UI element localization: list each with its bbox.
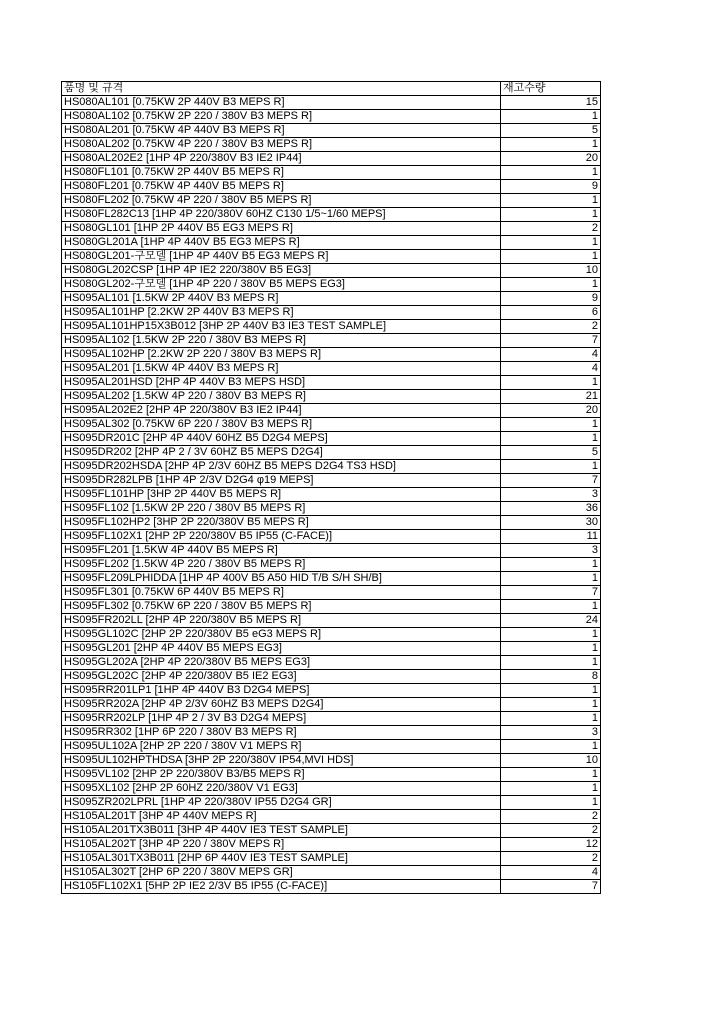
- stock-quantity-cell: 36: [501, 502, 601, 516]
- table-row: [62, 586, 601, 600]
- header-product-name: 품명 및 규격: [62, 82, 501, 96]
- stock-quantity-cell: 1: [501, 418, 601, 432]
- table-row: [62, 754, 601, 768]
- table-row: [62, 796, 601, 810]
- product-name-cell: HS095AL202 [1.5KW 4P 220 / 380V B3 MEPS R]: [62, 390, 501, 404]
- stock-quantity-cell: 15: [501, 96, 601, 110]
- table-row: [62, 348, 601, 362]
- product-name-cell: HS095DR202HSDA [2HP 4P 2/3V 60HZ B5 MEPS D2G4 TS3 HSD]: [62, 460, 501, 474]
- table-row: [62, 544, 601, 558]
- stock-quantity-cell: 9: [501, 180, 601, 194]
- product-name-cell: HS080FL202 [0.75KW 4P 220 / 380V B5 MEPS R]: [62, 194, 501, 208]
- table-row: [62, 418, 601, 432]
- product-name-cell: HS095GL102C [2HP 2P 220/380V B5 eG3 MEPS R]: [62, 628, 501, 642]
- stock-quantity-cell: 2: [501, 852, 601, 866]
- stock-quantity-cell: 7: [501, 586, 601, 600]
- table-row: [62, 208, 601, 222]
- stock-quantity-cell: 1: [501, 376, 601, 390]
- product-name-cell: HS105AL201TX3B011 [3HP 4P 440V IE3 TEST SAMPLE]: [62, 824, 501, 838]
- table-row: [62, 656, 601, 670]
- table-row: [62, 712, 601, 726]
- table-row: [62, 390, 601, 404]
- product-name-cell: HS095FL102 [1.5KW 2P 220 / 380V B5 MEPS R]: [62, 502, 501, 516]
- table-row: [62, 614, 601, 628]
- stock-quantity-cell: 1: [501, 432, 601, 446]
- product-name-cell: HS095AL102 [1.5KW 2P 220 / 380V B3 MEPS R]: [62, 334, 501, 348]
- product-name-cell: HS105AL202T [3HP 4P 220 / 380V MEPS R]: [62, 838, 501, 852]
- table-row: [62, 866, 601, 880]
- stock-quantity-cell: 4: [501, 348, 601, 362]
- stock-quantity-cell: 2: [501, 320, 601, 334]
- table-row: [62, 684, 601, 698]
- table-row: [62, 670, 601, 684]
- table-row: [62, 166, 601, 180]
- table-row: [62, 474, 601, 488]
- product-name-cell: HS095AL101HP15X3B012 [3HP 2P 440V B3 IE3 TEST SAMPLE]: [62, 320, 501, 334]
- stock-quantity-cell: 8: [501, 670, 601, 684]
- stock-quantity-cell: 1: [501, 768, 601, 782]
- stock-quantity-cell: 7: [501, 474, 601, 488]
- stock-quantity-cell: 4: [501, 866, 601, 880]
- table-row: [62, 600, 601, 614]
- product-name-cell: HS105FL102X1 [5HP 2P IE2 2/3V B5 IP55 (C-FACE)]: [62, 880, 501, 894]
- product-name-cell: HS095RR201LP1 [1HP 4P 440V B3 D2G4 MEPS]: [62, 684, 501, 698]
- table-row: [62, 502, 601, 516]
- product-name-cell: HS095AL101 [1.5KW 2P 440V B3 MEPS R]: [62, 292, 501, 306]
- table-header-row: [62, 82, 601, 96]
- product-name-cell: HS095ZR202LPRL [1HP 4P 220/380V IP55 D2G4 GR]: [62, 796, 501, 810]
- table-row: [62, 572, 601, 586]
- product-name-cell: HS095VL102 [2HP 2P 220/380V B3/B5 MEPS R]: [62, 768, 501, 782]
- table-row: [62, 236, 601, 250]
- table-row: [62, 264, 601, 278]
- stock-quantity-cell: 1: [501, 684, 601, 698]
- stock-quantity-cell: 2: [501, 810, 601, 824]
- stock-quantity-cell: 10: [501, 754, 601, 768]
- product-name-cell: HS095DR202 [2HP 4P 2 / 3V 60HZ B5 MEPS D2G4]: [62, 446, 501, 460]
- stock-quantity-cell: 1: [501, 628, 601, 642]
- product-name-cell: HS095FL202 [1.5KW 4P 220 / 380V B5 MEPS R]: [62, 558, 501, 572]
- table-row: [62, 446, 601, 460]
- stock-quantity-cell: 9: [501, 292, 601, 306]
- product-name-cell: HS080GL201-구모델 [1HP 4P 440V B5 EG3 MEPS R]: [62, 250, 501, 264]
- stock-quantity-cell: 1: [501, 166, 601, 180]
- product-name-cell: HS095FL209LPHIDDA [1HP 4P 400V B5 A50 HID T/B S/H SH/B]: [62, 572, 501, 586]
- table-row: [62, 432, 601, 446]
- product-name-cell: HS095FL102HP2 [3HP 2P 220/380V B5 MEPS R]: [62, 516, 501, 530]
- table-row: [62, 740, 601, 754]
- product-name-cell: HS095FR202LL [2HP 4P 220/380V B5 MEPS R]: [62, 614, 501, 628]
- product-name-cell: HS080AL101 [0.75KW 2P 440V B3 MEPS R]: [62, 96, 501, 110]
- product-name-cell: HS105AL302T [2HP 6P 220 / 380V MEPS GR]: [62, 866, 501, 880]
- table-row: [62, 404, 601, 418]
- stock-quantity-cell: 20: [501, 152, 601, 166]
- table-row: [62, 642, 601, 656]
- table-row: [62, 292, 601, 306]
- table-row: [62, 110, 601, 124]
- stock-quantity-cell: 20: [501, 404, 601, 418]
- stock-quantity-cell: 1: [501, 740, 601, 754]
- table-row: [62, 222, 601, 236]
- stock-quantity-cell: 1: [501, 250, 601, 264]
- stock-quantity-cell: 30: [501, 516, 601, 530]
- table-row: [62, 180, 601, 194]
- stock-quantity-cell: 1: [501, 110, 601, 124]
- table-row: [62, 516, 601, 530]
- stock-quantity-cell: 7: [501, 334, 601, 348]
- stock-quantity-cell: 1: [501, 138, 601, 152]
- table-row: [62, 278, 601, 292]
- stock-quantity-cell: 1: [501, 194, 601, 208]
- product-name-cell: HS095AL302 [0.75KW 6P 220 / 380V B3 MEPS R]: [62, 418, 501, 432]
- stock-quantity-cell: 1: [501, 712, 601, 726]
- stock-quantity-cell: 1: [501, 236, 601, 250]
- table-row: [62, 488, 601, 502]
- table-row: [62, 558, 601, 572]
- table-row: [62, 460, 601, 474]
- stock-quantity-cell: 1: [501, 782, 601, 796]
- stock-quantity-cell: 1: [501, 656, 601, 670]
- stock-quantity-cell: 12: [501, 838, 601, 852]
- header-stock-quantity: 재고수량: [501, 82, 601, 96]
- table-body: [62, 96, 601, 894]
- stock-quantity-cell: 3: [501, 544, 601, 558]
- stock-quantity-cell: 10: [501, 264, 601, 278]
- product-name-cell: HS095GL201 [2HP 4P 440V B5 MEPS EG3]: [62, 642, 501, 656]
- stock-quantity-cell: 2: [501, 824, 601, 838]
- stock-quantity-cell: 24: [501, 614, 601, 628]
- product-name-cell: HS095UL102HPTHDSA [3HP 2P 220/380V IP54,MVI HDS]: [62, 754, 501, 768]
- table-row: [62, 852, 601, 866]
- product-name-cell: HS095GL202C [2HP 4P 220/380V B5 IE2 EG3]: [62, 670, 501, 684]
- stock-quantity-cell: 1: [501, 600, 601, 614]
- product-name-cell: HS080GL101 [1HP 2P 440V B5 EG3 MEPS R]: [62, 222, 501, 236]
- product-name-cell: HS105AL201T [3HP 4P 440V MEPS R]: [62, 810, 501, 824]
- table-row: [62, 334, 601, 348]
- table-row: [62, 880, 601, 894]
- stock-quantity-cell: 1: [501, 572, 601, 586]
- product-name-cell: HS095RR202A [2HP 4P 2/3V 60HZ B3 MEPS D2G4]: [62, 698, 501, 712]
- product-name-cell: HS095RR202LP [1HP 4P 2 / 3V B3 D2G4 MEPS]: [62, 712, 501, 726]
- stock-quantity-cell: 5: [501, 446, 601, 460]
- stock-quantity-cell: 7: [501, 880, 601, 894]
- product-name-cell: HS095AL101HP [2.2KW 2P 440V B3 MEPS R]: [62, 306, 501, 320]
- stock-quantity-cell: 6: [501, 306, 601, 320]
- table-row: [62, 628, 601, 642]
- stock-quantity-cell: 11: [501, 530, 601, 544]
- product-name-cell: HS080GL202-구모델 [1HP 4P 220 / 380V B5 MEPS EG3]: [62, 278, 501, 292]
- table-row: [62, 810, 601, 824]
- stock-quantity-cell: 1: [501, 698, 601, 712]
- product-name-cell: HS095GL202A [2HP 4P 220/380V B5 MEPS EG3]: [62, 656, 501, 670]
- inventory-table: [61, 81, 601, 894]
- product-name-cell: HS080GL201A [1HP 4P 440V B5 EG3 MEPS R]: [62, 236, 501, 250]
- product-name-cell: HS080FL282C13 [1HP 4P 220/380V 60HZ C130 1/5~1/60 MEPS]: [62, 208, 501, 222]
- product-name-cell: HS095DR201C [2HP 4P 440V 60HZ B5 D2G4 MEPS]: [62, 432, 501, 446]
- product-name-cell: HS095AL201HSD [2HP 4P 440V B3 MEPS HSD]: [62, 376, 501, 390]
- product-name-cell: HS095AL201 [1.5KW 4P 440V B3 MEPS R]: [62, 362, 501, 376]
- product-name-cell: HS095AL202E2 [2HP 4P 220/380V B3 IE2 IP44]: [62, 404, 501, 418]
- table-row: [62, 250, 601, 264]
- stock-quantity-cell: 5: [501, 124, 601, 138]
- product-name-cell: HS080AL202E2 [1HP 4P 220/380V B3 IE2 IP44]: [62, 152, 501, 166]
- stock-quantity-cell: 1: [501, 642, 601, 656]
- stock-quantity-cell: 1: [501, 558, 601, 572]
- product-name-cell: HS095FL302 [0.75KW 6P 220 / 380V B5 MEPS R]: [62, 600, 501, 614]
- table-row: [62, 782, 601, 796]
- table-row: [62, 306, 601, 320]
- table-row: [62, 838, 601, 852]
- product-name-cell: HS080FL201 [0.75KW 4P 440V B5 MEPS R]: [62, 180, 501, 194]
- table-row: [62, 96, 601, 110]
- stock-quantity-cell: 2: [501, 222, 601, 236]
- product-name-cell: HS105AL301TX3B011 [2HP 6P 440V IE3 TEST SAMPLE]: [62, 852, 501, 866]
- stock-quantity-cell: 3: [501, 726, 601, 740]
- product-name-cell: HS095RR302 [1HP 6P 220 / 380V B3 MEPS R]: [62, 726, 501, 740]
- product-name-cell: HS080GL202CSP [1HP 4P IE2 220/380V B5 EG3]: [62, 264, 501, 278]
- table-row: [62, 768, 601, 782]
- product-name-cell: HS080AL201 [0.75KW 4P 440V B3 MEPS R]: [62, 124, 501, 138]
- table-row: [62, 138, 601, 152]
- product-name-cell: HS080AL202 [0.75KW 4P 220 / 380V B3 MEPS R]: [62, 138, 501, 152]
- product-name-cell: HS095AL102HP [2.2KW 2P 220 / 380V B3 MEPS R]: [62, 348, 501, 362]
- table-row: [62, 362, 601, 376]
- product-name-cell: HS095FL102X1 [2HP 2P 220/380V B5 IP55 (C-FACE)]: [62, 530, 501, 544]
- table-row: [62, 194, 601, 208]
- stock-quantity-cell: 1: [501, 278, 601, 292]
- stock-quantity-cell: 4: [501, 362, 601, 376]
- table-row: [62, 320, 601, 334]
- table-row: [62, 698, 601, 712]
- table-row: [62, 152, 601, 166]
- product-name-cell: HS095FL201 [1.5KW 4P 440V B5 MEPS R]: [62, 544, 501, 558]
- table-row: [62, 530, 601, 544]
- product-name-cell: HS080FL101 [0.75KW 2P 440V B5 MEPS R]: [62, 166, 501, 180]
- table-row: [62, 726, 601, 740]
- product-name-cell: HS080AL102 [0.75KW 2P 220 / 380V B3 MEPS R]: [62, 110, 501, 124]
- stock-quantity-cell: 1: [501, 208, 601, 222]
- stock-quantity-cell: 3: [501, 488, 601, 502]
- product-name-cell: HS095XL102 [2HP 2P 60HZ 220/380V V1 EG3]: [62, 782, 501, 796]
- stock-quantity-cell: 21: [501, 390, 601, 404]
- stock-quantity-cell: 1: [501, 460, 601, 474]
- product-name-cell: HS095FL301 [0.75KW 6P 440V B5 MEPS R]: [62, 586, 501, 600]
- table-row: [62, 376, 601, 390]
- product-name-cell: HS095FL101HP [3HP 2P 440V B5 MEPS R]: [62, 488, 501, 502]
- product-name-cell: HS095DR282LPB [1HP 4P 2/3V D2G4 φ19 MEPS]: [62, 474, 501, 488]
- table-row: [62, 124, 601, 138]
- product-name-cell: HS095UL102A [2HP 2P 220 / 380V V1 MEPS R]: [62, 740, 501, 754]
- stock-quantity-cell: 1: [501, 796, 601, 810]
- table-row: [62, 824, 601, 838]
